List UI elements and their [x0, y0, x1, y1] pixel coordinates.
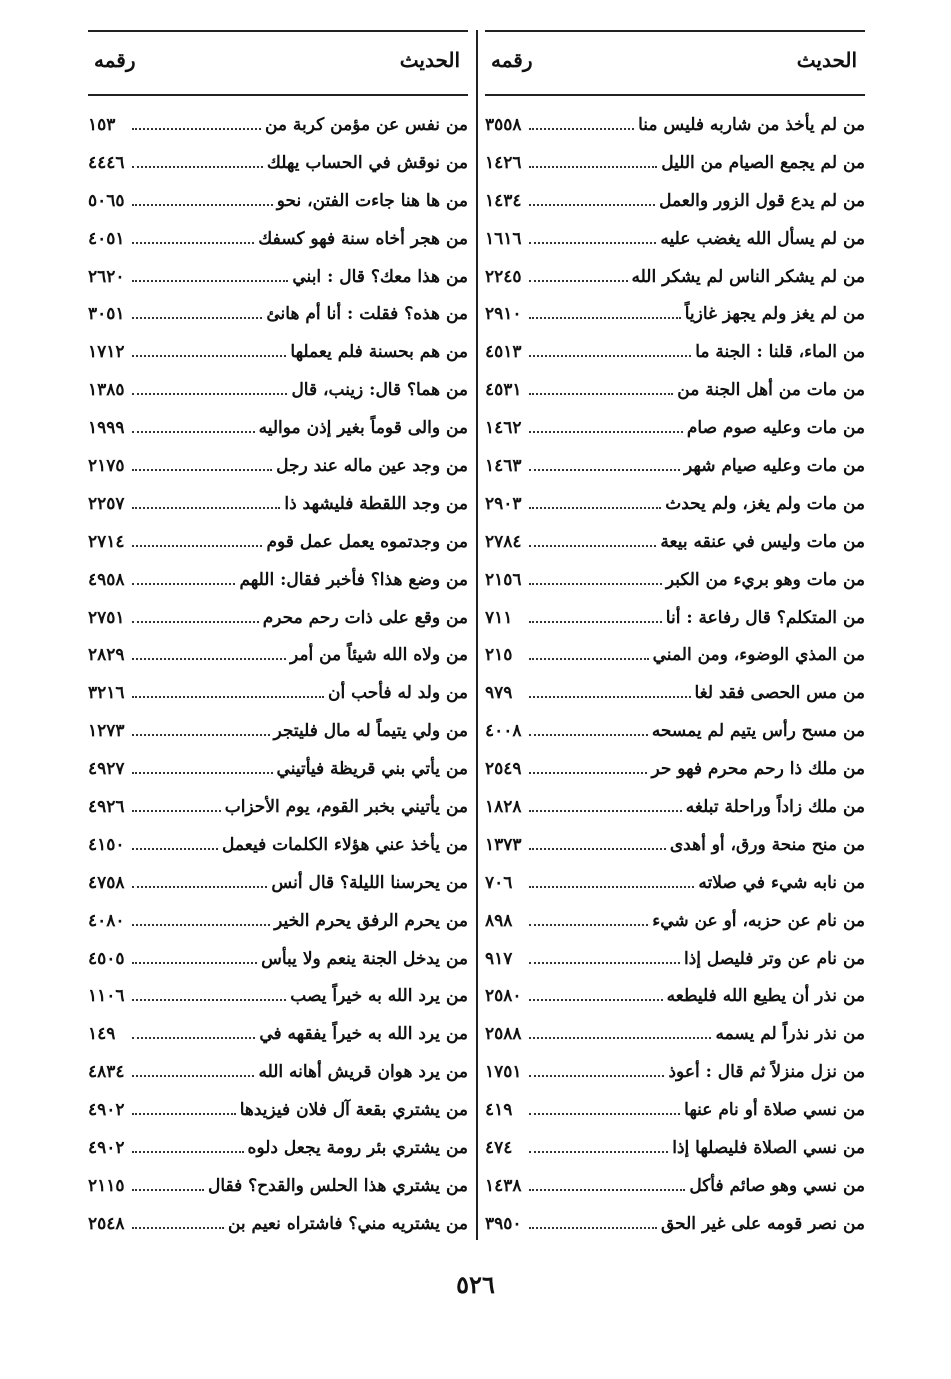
- index-entry: [88, 144, 468, 182]
- entry-text: من ولد له فأحب أن: [327, 683, 468, 704]
- entry-text: من وضع هذا؟ فأخبر فقال: اللهم: [239, 569, 468, 590]
- leader-dots: [529, 393, 673, 395]
- index-entry: [485, 106, 865, 144]
- index-entry: [485, 864, 865, 902]
- leader-dots: [132, 204, 273, 206]
- index-entry: [485, 712, 865, 750]
- index-entry: [88, 826, 468, 864]
- entry-text: من لم يدع قول الزور والعمل: [659, 190, 865, 211]
- entry-number: ٢٢٥٧: [88, 493, 125, 514]
- leader-dots: [529, 1037, 711, 1039]
- entry-number: ٢٨٢٩: [88, 645, 125, 666]
- number-column-label: رقمه: [491, 48, 533, 72]
- entry-number: ٤٩٢٧: [88, 759, 125, 780]
- left-column: [88, 30, 468, 1243]
- index-entry: [485, 485, 865, 523]
- entry-number: ١٢٧٣: [88, 721, 125, 742]
- entry-text: من هما؟ قال: زينب، قال: [291, 380, 468, 401]
- leader-dots: [529, 658, 649, 660]
- index-entry: [88, 182, 468, 220]
- entry-text: من هذه؟ فقلت : أنا أم هانئ: [266, 304, 468, 325]
- index-entry: [88, 523, 468, 561]
- index-entry: [485, 940, 865, 978]
- entry-text: من يشتري بئر رومة يجعل دلوه: [247, 1137, 468, 1158]
- entry-number: ٢٥٨٨: [485, 1024, 522, 1045]
- entry-number: ١٧١٢: [88, 342, 125, 363]
- column-divider: [476, 30, 478, 1240]
- entry-text: من ولاه الله شيئاً من أمر: [289, 645, 468, 666]
- index-entry: [485, 902, 865, 940]
- index-entry: [88, 599, 468, 637]
- leader-dots: [132, 1113, 236, 1115]
- entry-number: ٤٥١٣: [485, 342, 522, 363]
- index-entry: [485, 333, 865, 371]
- leader-dots: [529, 204, 655, 206]
- entry-number: ٢٩٠٣: [485, 493, 522, 514]
- entry-text: من والى قوماً بغير إذن مواليه: [258, 418, 468, 439]
- entry-text: من مات وليس في عنقه بيعة: [660, 531, 865, 552]
- index-entry: [88, 485, 468, 523]
- entry-number: ٢٥٨٠: [485, 986, 522, 1007]
- leader-dots: [132, 393, 287, 395]
- entry-number: ٤٨٣٤: [88, 1062, 125, 1083]
- leader-dots: [132, 772, 273, 774]
- leader-dots: [132, 1151, 244, 1153]
- column-header: [485, 30, 865, 96]
- index-entry: [485, 1091, 865, 1129]
- leader-dots: [529, 166, 657, 168]
- entry-text: من ولي يتيماً له مال فليتجر: [273, 721, 468, 742]
- page-number: ٥٢٦: [456, 1270, 495, 1299]
- entry-text: من الماء، قلنا : الجنة ما: [695, 342, 865, 363]
- leader-dots: [132, 1037, 255, 1039]
- index-entry: [485, 220, 865, 258]
- index-entry: [88, 333, 468, 371]
- entry-text: من يدخل الجنة ينعم ولا يبأس: [261, 948, 468, 969]
- entry-number: ٢٥٤٨: [88, 1213, 125, 1234]
- entry-number: ٢٥٤٩: [485, 759, 522, 780]
- entry-number: ٢٧٥١: [88, 607, 125, 628]
- leader-dots: [132, 1075, 254, 1077]
- entry-text: من هم بحسنة فلم يعملها: [290, 342, 468, 363]
- leader-dots: [132, 696, 324, 698]
- entry-number: ١٨٢٨: [485, 796, 522, 817]
- entry-text: من نسي الصلاة فليصلها إذا: [672, 1137, 865, 1158]
- index-entry: [88, 1167, 468, 1205]
- entry-text: من نصر قومه على غير الحق: [660, 1213, 865, 1234]
- entry-number: ٣٢١٦: [88, 683, 125, 704]
- entry-number: ١٤٩: [88, 1024, 116, 1045]
- entry-number: ٢٢٤٥: [485, 266, 522, 287]
- entry-number: ٤٧٤: [485, 1137, 513, 1158]
- entry-number: ٢٧٨٤: [485, 531, 522, 552]
- leader-dots: [529, 924, 648, 926]
- index-entry: [485, 144, 865, 182]
- entry-text: من نفس عن مؤمن كربة من: [264, 114, 468, 135]
- entry-text: من نابه شيء في صلاته: [698, 872, 865, 893]
- index-entry: [485, 599, 865, 637]
- top-rule: [485, 30, 865, 32]
- leader-dots: [529, 1227, 657, 1229]
- entry-text: من ملك ذا رحم محرم فهو حر: [651, 759, 865, 780]
- leader-dots: [529, 242, 656, 244]
- entry-text: من يحرم الرفق يحرم الخير: [274, 910, 468, 931]
- entry-text: من نذر نذراً لم يسمه: [715, 1024, 865, 1045]
- index-entry: [88, 902, 468, 940]
- index-entry: [88, 1015, 468, 1053]
- entry-text: من مات وعليه صيام شهر: [684, 455, 865, 476]
- entry-number: ٤٠٠٨: [485, 721, 522, 742]
- entry-number: ٤٥٠٥: [88, 948, 125, 969]
- index-entry: [485, 182, 865, 220]
- entry-number: ١٤٣٨: [485, 1175, 522, 1196]
- leader-dots: [529, 469, 680, 471]
- index-entry: [88, 712, 468, 750]
- entry-number: ٣٥٥٨: [485, 114, 522, 135]
- entry-number: ١٤٦٣: [485, 455, 522, 476]
- index-entry: [88, 258, 468, 296]
- entry-number: ٤٠٥١: [88, 228, 125, 249]
- entry-text: من يحرسنا الليلة؟ قال أنس: [271, 872, 468, 893]
- index-entry: [88, 1205, 468, 1243]
- index-entry: [88, 106, 468, 144]
- left-entries: [88, 106, 468, 1243]
- entry-text: من نسي صلاة أو نام عنها: [684, 1100, 865, 1121]
- entry-number: ٣٠٥١: [88, 304, 125, 325]
- entry-text: من وجد اللقطة فليشهد ذا: [284, 493, 468, 514]
- index-entry: [485, 1129, 865, 1167]
- entry-text: من نام عن حزبه، أو عن شيء: [652, 910, 865, 931]
- entry-number: ٨٩٨: [485, 910, 513, 931]
- entry-number: ٤٩٠٢: [88, 1100, 125, 1121]
- entry-number: ٤٤٤٦: [88, 152, 125, 173]
- entry-text: من نسي وهو صائم فأكل: [689, 1175, 865, 1196]
- index-entry: [485, 561, 865, 599]
- index-entry: [88, 371, 468, 409]
- leader-dots: [529, 317, 681, 319]
- leader-dots: [529, 1075, 664, 1077]
- entry-text: من يشتري بقعة آل فلان فيزيدها: [239, 1100, 468, 1121]
- index-entry: [485, 977, 865, 1015]
- entry-text: من يرد الله به خيراً يفقهه في: [259, 1024, 468, 1045]
- leader-dots: [132, 734, 270, 736]
- entry-number: ٥٠٦٥: [88, 190, 125, 211]
- leader-dots: [132, 280, 288, 282]
- entry-text: من نزل منزلاً ثم قال : أعوذ: [668, 1062, 865, 1083]
- leader-dots: [529, 810, 682, 812]
- index-entry: [485, 636, 865, 674]
- index-entry: [88, 977, 468, 1015]
- entry-number: ٢١٧٥: [88, 455, 125, 476]
- entry-number: ٩١٧: [485, 948, 513, 969]
- entry-number: ٩٧٩: [485, 683, 513, 704]
- leader-dots: [132, 355, 286, 357]
- index-entry: [485, 750, 865, 788]
- leader-dots: [132, 848, 218, 850]
- entry-number: ١٩٩٩: [88, 418, 125, 439]
- entry-number: ٢٦٢٠: [88, 266, 125, 287]
- index-entry: [88, 561, 468, 599]
- entry-number: ١٤٢٦: [485, 152, 522, 173]
- entry-number: ٢١٥٦: [485, 569, 522, 590]
- entry-number: ١٣٨٥: [88, 380, 125, 401]
- entry-number: ٧٠٦: [485, 872, 513, 893]
- leader-dots: [529, 1189, 685, 1191]
- index-entry: [88, 220, 468, 258]
- index-entry: [485, 295, 865, 333]
- leader-dots: [529, 280, 628, 282]
- top-rule: [88, 30, 468, 32]
- index-entry: [485, 258, 865, 296]
- entry-number: ٤٥٣١: [485, 380, 522, 401]
- right-column: [485, 30, 865, 1243]
- entry-number: ٤٧٥٨: [88, 872, 125, 893]
- entry-text: من مات وعليه صوم صام: [686, 418, 865, 439]
- entry-number: ١٧٥١: [485, 1062, 522, 1083]
- index-entry: [88, 409, 468, 447]
- entry-number: ١٥٣: [88, 114, 116, 135]
- leader-dots: [132, 1189, 204, 1191]
- entry-text: من نذر أن يطيع الله فليطعه: [666, 986, 865, 1007]
- leader-dots: [132, 317, 262, 319]
- index-entry: [88, 750, 468, 788]
- leader-dots: [132, 810, 221, 812]
- entry-text: من يرد الله به خيراً يصب: [290, 986, 468, 1007]
- leader-dots: [529, 583, 662, 585]
- entry-number: ١٤٣٤: [485, 190, 522, 211]
- hadith-column-label: الحديث: [796, 48, 857, 72]
- leader-dots: [529, 545, 656, 547]
- entry-text: من لم يشكر الناس لم يشكر الله: [631, 266, 865, 287]
- leader-dots: [529, 999, 663, 1001]
- entry-text: من يأتيني بخبر القوم، يوم الأحزاب: [224, 796, 468, 817]
- entry-text: من يشتري هذا الحلس والقدح؟ فقال: [207, 1175, 468, 1196]
- leader-dots: [132, 999, 286, 1001]
- leader-dots: [529, 1113, 680, 1115]
- entry-text: من يرد هوان قريش أهانه الله: [258, 1062, 468, 1083]
- leader-dots: [529, 886, 694, 888]
- entry-text: من ملك زاداً وراحلة تبلغه: [685, 796, 865, 817]
- entry-text: من مات من أهل الجنة من: [677, 380, 865, 401]
- leader-dots: [132, 545, 262, 547]
- entry-number: ٢١٥: [485, 645, 513, 666]
- entry-text: من وجدتموه يعمل عمل قوم: [266, 531, 468, 552]
- column-header: [88, 30, 468, 96]
- entry-number: ٢٧١٤: [88, 531, 125, 552]
- leader-dots: [529, 1151, 668, 1153]
- leader-dots: [132, 658, 286, 660]
- leader-dots: [132, 621, 259, 623]
- right-entries: [485, 106, 865, 1243]
- leader-dots: [529, 355, 691, 357]
- entry-number: ٤١٥٠: [88, 834, 125, 855]
- index-entry: [88, 636, 468, 674]
- entry-text: من منح منحة ورق، أو أهدى: [669, 834, 865, 855]
- index-entry: [485, 1167, 865, 1205]
- entry-text: من المذي الوضوء، ومن المني: [652, 645, 865, 666]
- leader-dots: [132, 166, 263, 168]
- leader-dots: [529, 734, 648, 736]
- entry-number: ١٣٧٣: [485, 834, 522, 855]
- entry-text: من لم يسأل الله يغضب عليه: [660, 228, 865, 249]
- entry-text: من وجد عين ماله عند رجل: [276, 455, 468, 476]
- leader-dots: [132, 583, 235, 585]
- number-column-label: رقمه: [94, 48, 136, 72]
- index-entry: [88, 1053, 468, 1091]
- leader-dots: [529, 962, 680, 964]
- index-entry: [88, 788, 468, 826]
- entry-text: من ها هنا جاءت الفتن، نحو: [276, 190, 468, 211]
- entry-text: من يأتي بني قريظة فيأتيني: [276, 759, 468, 780]
- index-entry: [88, 295, 468, 333]
- entry-text: من هذا معك؟ قال : ابني: [292, 266, 468, 287]
- index-entry: [485, 523, 865, 561]
- leader-dots: [529, 696, 691, 698]
- entry-number: ١٤٦٢: [485, 418, 522, 439]
- entry-number: ٧١١: [485, 607, 513, 628]
- entry-text: من وقع على ذات رحم محرم: [262, 607, 468, 628]
- entry-text: من المتكلم؟ قال رفاعة : أنا: [665, 607, 865, 628]
- entry-number: ٣٩٥٠: [485, 1213, 522, 1234]
- index-entry: [485, 447, 865, 485]
- leader-dots: [529, 431, 683, 433]
- index-entry: [485, 674, 865, 712]
- leader-dots: [132, 128, 261, 130]
- leader-dots: [529, 128, 634, 130]
- entry-text: من نام عن وتر فليصل إذا: [684, 948, 865, 969]
- index-entry: [88, 940, 468, 978]
- entry-text: من نوقش في الحساب يهلك: [266, 152, 468, 173]
- entry-number: ٤٩٢٦: [88, 796, 125, 817]
- entry-text: من مات وهو بريء من الكبر: [665, 569, 865, 590]
- entry-text: من لم يجمع الصيام من الليل: [661, 152, 865, 173]
- index-entry: [88, 447, 468, 485]
- entry-number: ٢٩١٠: [485, 304, 522, 325]
- index-entry: [485, 371, 865, 409]
- entry-text: من مسح رأس يتيم لم يمسحه: [651, 721, 865, 742]
- entry-number: ١١٠٦: [88, 986, 125, 1007]
- entry-text: من يأخذ عني هؤلاء الكلمات فيعمل: [222, 834, 468, 855]
- entry-number: ١٦١٦: [485, 228, 522, 249]
- entry-number: ٢١١٥: [88, 1175, 125, 1196]
- leader-dots: [132, 431, 255, 433]
- index-entry: [485, 826, 865, 864]
- leader-dots: [132, 962, 257, 964]
- index-entry: [485, 409, 865, 447]
- index-entry: [485, 1015, 865, 1053]
- hadith-column-label: الحديث: [399, 48, 460, 72]
- index-entry: [485, 1053, 865, 1091]
- leader-dots: [132, 507, 280, 509]
- index-entry: [485, 1205, 865, 1243]
- index-entry: [88, 674, 468, 712]
- entry-text: من هجر أخاه سنة فهو كسفك: [258, 228, 468, 249]
- index-entry: [88, 864, 468, 902]
- entry-number: ٤٩٥٨: [88, 569, 125, 590]
- leader-dots: [132, 886, 267, 888]
- index-entry: [88, 1091, 468, 1129]
- leader-dots: [529, 772, 647, 774]
- entry-number: ٤٩٠٢: [88, 1137, 125, 1158]
- entry-text: من يشتريه مني؟ فاشتراه نعيم بن: [227, 1213, 468, 1234]
- leader-dots: [132, 242, 254, 244]
- index-entry: [88, 1129, 468, 1167]
- entry-number: ٤٠٨٠: [88, 910, 125, 931]
- leader-dots: [529, 848, 666, 850]
- leader-dots: [132, 469, 272, 471]
- entry-text: من لم يأخذ من شاربه فليس منا: [638, 114, 865, 135]
- entry-text: من مس الحصى فقد لغا: [694, 683, 865, 704]
- leader-dots: [529, 621, 662, 623]
- leader-dots: [132, 1227, 224, 1229]
- entry-number: ٤١٩: [485, 1100, 513, 1121]
- entry-text: من مات ولم يغز، ولم يحدث: [665, 493, 865, 514]
- index-entry: [485, 788, 865, 826]
- entry-text: من لم يغز ولم يجهز غازياً: [684, 304, 865, 325]
- leader-dots: [529, 507, 661, 509]
- leader-dots: [132, 924, 270, 926]
